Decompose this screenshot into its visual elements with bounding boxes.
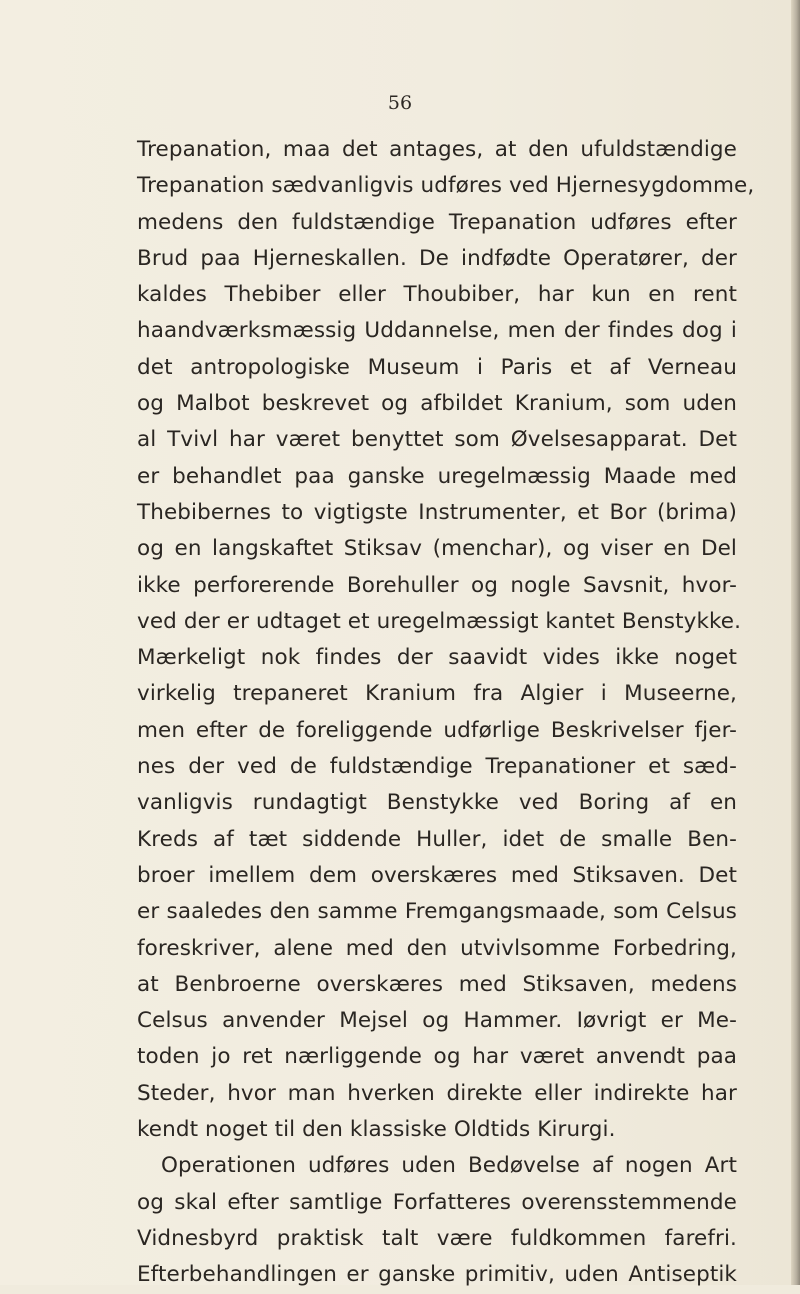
text-line: ikke perforerende Borehuller og nogle Savsnit, hvor- [137,572,737,598]
page-number: 56 [387,92,413,114]
body-text [137,132,755,1294]
paragraph-start-line: Operationen udføres uden Bedøvelse af nogen Art [161,1153,737,1179]
text-line: virkelig trepaneret Kranium fra Algier i Museerne, [137,681,737,707]
text-line: er behandlet paa ganske uregelmæssig Maade med [137,463,737,489]
text-line: Steder, hvor man hverken direkte eller indirekte har [137,1080,737,1106]
text-line: Trepanation sædvanligvis udføres ved Hjernesygdomme, [137,173,755,199]
text-line: Celsus anvender Mejsel og Hammer. Iøvrigt er Me- [137,1008,737,1034]
text-line: Trepanation, maa det antages, at den ufuldstændige [137,137,737,162]
text-line: foreskriver, alene med den utvivlsomme Forbedring, [137,935,737,961]
text-line: nes der ved de fuldstændige Trepanationer et sæd- [137,754,737,780]
text-line: Thebibernes to vigtigste Instrumenter, et Bor (brima) [137,499,737,525]
text-line: Mærkeligt nok findes der saavidt vides ikke noget [137,645,737,671]
paragraph-end-line: kendt noget til den klassiske Oldtids Kirurgi. [137,1117,616,1143]
text-line: Vidnesbyrd praktisk talt være fuldkommen farefri. [137,1225,737,1251]
text-line: Brud paa Hjerneskallen. De indfødte Operatører, der [137,245,737,271]
text-line: og skal efter samtlige Forfatteres overensstemmende [137,1189,737,1215]
text-line: toden jo ret nærliggende og har været anvendt paa [137,1044,737,1070]
text-line: Kreds af tæt siddende Huller, idet de smalle Ben- [137,826,737,852]
text-line: men efter de foreliggende udførlige Beskrivelser fjer- [137,717,737,743]
text-line: og en langskaftet Stiksav (menchar), og viser en Del [137,536,737,562]
page-edge-shadow [791,0,800,1285]
text-line: broer imellem dem overskæres med Stiksaven. Det [137,862,737,888]
text-line: og Malbot beskrevet og afbildet Kranium, som uden [137,391,737,417]
text-line: al Tvivl har været benyttet som Øvelsesapparat. Det [137,427,737,453]
text-line: at Benbroerne overskæres med Stiksaven, medens [137,971,737,997]
text-line: kaldes Thebiber eller Thoubiber, har kun en rent [137,282,737,308]
text-line: vanligvis rundagtigt Benstykke ved Boring af en [137,790,737,816]
text-line: det antropologiske Museum i Paris et af Verneau [137,354,737,380]
text-line: Efterbehandlingen er ganske primitiv, uden Antiseptik [137,1262,737,1288]
text-line: medens den fuldstændige Trepanation udføres efter [137,209,737,235]
text-line: er saaledes den samme Fremgangsmaade, som Celsus [137,899,737,925]
text-line: ved der er udtaget et uregelmæssigt kantet Benstykke. [137,608,742,634]
text-line: haandværksmæssig Uddannelse, men der findes dog i [137,318,737,344]
